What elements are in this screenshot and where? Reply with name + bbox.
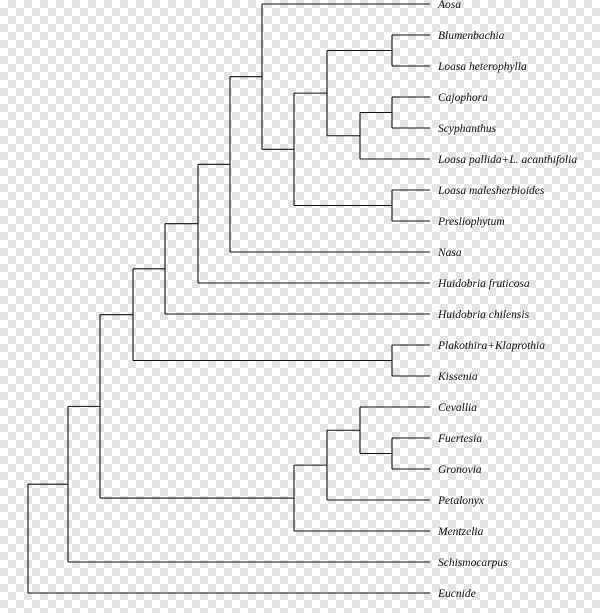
tree-branches [28,4,430,593]
taxon-label: Presliophytum [438,216,505,228]
taxon-label: Plakothira+Klaprothia [438,340,546,352]
taxon-label: Blumenbachia [438,30,505,42]
taxon-label: Eucnide [438,588,476,600]
taxon-label: Nasa [438,247,462,259]
taxon-label: Loasa malesherbioides [438,185,545,197]
taxon-label: Loasa heterophylla [438,61,527,73]
taxon-label: Gronovia [438,464,482,476]
taxon-labels [437,0,577,600]
taxon-label: Petalonyx [438,495,484,507]
taxon-label: Aosa [438,0,461,11]
taxon-label: Schismocarpus [438,557,508,569]
taxon-label: Fuertesia [438,433,483,445]
taxon-label: Loasa pallida+L. acanthifolia [438,154,578,166]
taxon-label: Scyphanthus [438,123,497,135]
taxon-label: Cevallia [438,402,477,414]
taxon-label: Huidobria fruticosa [438,278,530,290]
taxon-label: Huidobria chilensis [438,309,530,321]
taxon-label: Mentzelia [438,526,484,538]
taxon-label: Kissenia [438,371,478,383]
taxon-label: Cajophora [438,92,488,104]
